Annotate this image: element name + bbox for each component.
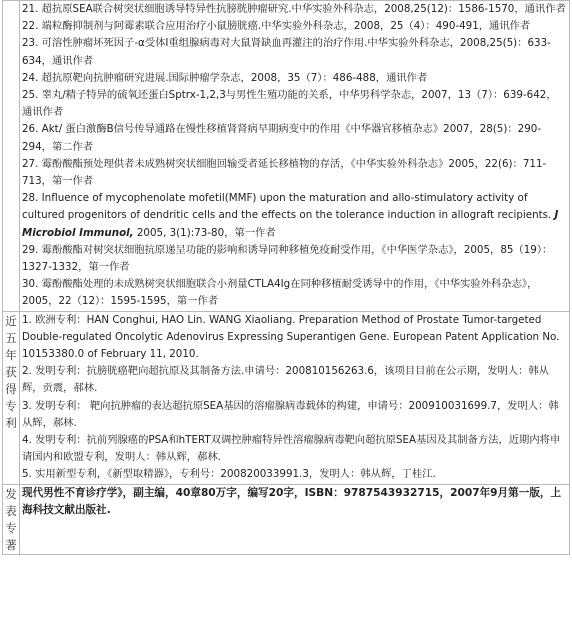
paper-28-rest: 2005, 3(1):73-80，第一作者 [133, 226, 276, 239]
paper-entry: 23. 可溶性肿瘤坏死因子-α受体Ⅰ重组腺病毒对大鼠肾缺血再灌注的治疗作用.中华实验外科杂志，2008,25(5)：633-634，通讯作者 [22, 37, 551, 67]
paper-28-text: 28. Influence of mycophenolate mofetil(MMF) upon the maturation and allo-stimulatory activity of cultured progenitors of dendritic cells and the effects on the tolerance induction in allograft recipients. [22, 192, 555, 222]
paper-28-journal: J Microbiol Immunol, [22, 209, 559, 239]
paper-entry: 29. 霉酚酸酯对树突状细胞抗原递呈功能的影响和诱导同种移植免疫耐受作用，《中华医学杂志》，2005，85（19）：1327-1332，第一作者 [22, 243, 553, 274]
label-char: 著 [5, 537, 17, 552]
label-char: 年 [5, 347, 17, 362]
patent-entry: 3. 发明专利： 靶向抗肿瘤的表达超抗原SEA基因的溶瘤腺病毒载体的构建，申请号：200910031699.7，发明人：韩从辉，郝林. [22, 399, 559, 429]
label-char: 五 [5, 330, 17, 345]
patents-row [3, 311, 570, 484]
paper-entry: 30. 霉酚酸酯处理的未成熟树突状细胞联合小剂量CTLA4Ig在同种移植耐受诱导中的作用，《中华实验外科杂志》，2005，22（12）：1595-1595，第一作者 [22, 278, 538, 308]
patents-cell [20, 311, 570, 484]
books-label [3, 485, 19, 554]
patents-label [3, 312, 19, 432]
papers-row [3, 1, 570, 312]
papers-cell [20, 1, 570, 312]
patents-list [20, 312, 569, 484]
label-char: 近 [5, 313, 17, 328]
paper-entry: 25. 睾丸/精子特异的硫氧还蛋白Sptrx-1,2,3与男性生殖功能的关系，中华男科学杂志，2007，13（7）：639-642，通讯作者 [22, 89, 557, 119]
books-label-cell [3, 484, 20, 554]
paper-entry-28 [22, 190, 566, 242]
patent-entry: 4. 发明专利：抗前列腺癌的PSA和hTERT双调控肿瘤特异性溶瘤腺病毒靶向超抗原SEA基因及其制备方法，近期内将申请国内和欧盟专利，发明人：韩从辉，郝林. [22, 434, 561, 464]
paper-entry: 22. 端粒酶抑制剂与阿霉素联合应用治疗小鼠膀胱癌.中华实验外科杂志，2008，25（4）：490-491，通讯作者 [22, 20, 531, 33]
patent-entry: 5. 实用新型专利，《新型取精器》，专利号：200820033991.3，发明人：韩从辉，丁桂江. [22, 468, 436, 481]
patents-label-cell [3, 311, 20, 484]
cv-table [2, 0, 570, 555]
patent-entry: 2. 发明专利：抗膀胱癌靶向超抗原及其制备方法.申请号：200810156263.6，该项目目前在公示期，发明人：韩从辉，贡震，郝林. [22, 365, 549, 395]
label-char: 专 [5, 398, 17, 413]
paper-entry: 27. 霉酚酸酯预处理供者未成熟树突状细胞回输受者延长移植物的存活，《中华实验外科杂志》2005，22(6)：711-713，第一作者 [22, 157, 547, 188]
patent-entry: 1. 欧洲专利：HAN Conghui, HAO Lin. WANG Xiaoliang. Preparation Method of Prostate Tumor-targeted Double-regulated Oncolytic Adenovirus Expressing Superantigen Gene. European Patent Application No. 10153380.0 of February 11, 2010. [22, 313, 560, 361]
books-row [3, 484, 570, 554]
label-char: 表 [5, 503, 17, 518]
books-cell [20, 484, 570, 554]
label-char: 得 [5, 381, 17, 396]
book-entry: 现代男性不育诊疗学》，副主编，40章80万字，编写20字，ISBN：9787543932715，2007年9月第一版，上海科技文献出版社. [22, 486, 562, 517]
papers-list [20, 1, 569, 311]
paper-entry: 24. 超抗原靶向抗肿瘤研究进展.国际肿瘤学杂志，2008，35（7）：486-488，通讯作者 [22, 71, 428, 84]
label-char: 发 [5, 486, 17, 501]
label-char: 专 [5, 520, 17, 535]
paper-entry: 21. 超抗原SEA联合树突状细胞诱导特异性抗膀胱肿瘤研究.中华实验外科杂志，2008,25(12)：1586-1570，通讯作者 [22, 3, 566, 15]
paper-entry: 26. Akt/ 蛋白激酶B信号传导通路在慢性移植肾肾病早期病变中的作用《中华器官移植杂志》2007，28(5)：290-294，第二作者 [22, 123, 542, 153]
papers-label-cell [3, 1, 20, 312]
label-char: 获 [5, 364, 17, 379]
label-char: 利 [5, 415, 17, 430]
